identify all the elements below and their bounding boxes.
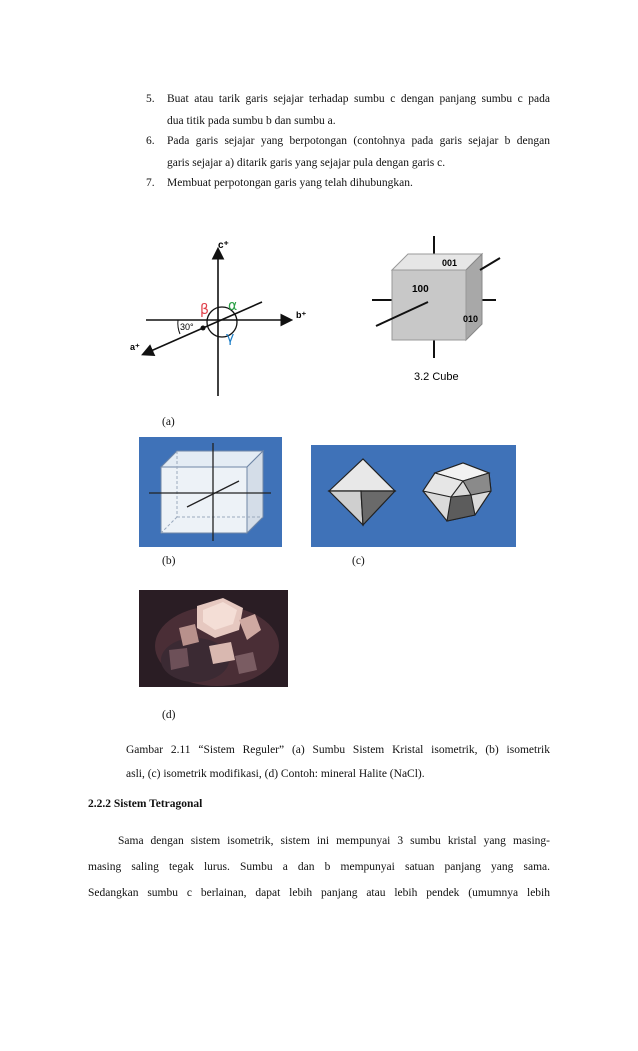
cube-diagram bbox=[368, 234, 508, 386]
alpha-label: α bbox=[228, 298, 238, 314]
b-axis-label: b⁺ bbox=[296, 310, 307, 320]
face-001-label: 001 bbox=[442, 258, 458, 268]
face-100-label: 100 bbox=[412, 284, 429, 295]
figure-caption-line2: asli, (c) isometrik modifikasi, (d) Contoh: mineral Halite (NaCl). bbox=[126, 768, 425, 780]
origin-point bbox=[201, 326, 206, 331]
cube-side-face bbox=[466, 254, 482, 340]
paragraph-line3: Sedangkan sumbu c berlainan, dapat lebih panjang atau lebih pendek (umumnya lebih bbox=[88, 887, 550, 899]
figure-caption bbox=[126, 738, 550, 786]
step-text-line1: Pada garis sejajar yang berpotongan (contohnya pada garis sejajar b dengan bbox=[167, 135, 550, 147]
beta-label: β bbox=[200, 302, 209, 318]
crystal-axes-diagram bbox=[120, 236, 320, 400]
panel-label-c: (c) bbox=[352, 555, 365, 567]
c-axis-label: c⁺ bbox=[218, 240, 229, 251]
face-010-label: 010 bbox=[463, 314, 479, 324]
a-axis-label: a⁺ bbox=[130, 342, 140, 352]
body-paragraph bbox=[88, 828, 550, 906]
step-number: 7. bbox=[146, 177, 155, 189]
isometric-cube-photo bbox=[139, 437, 282, 547]
panel-label-a: (a) bbox=[162, 416, 175, 428]
gamma-label: γ bbox=[226, 330, 235, 346]
paragraph-line1: Sama dengan sistem isometrik, sistem ini mempunyai 3 sumbu kristal yang masing- bbox=[118, 835, 550, 847]
halite-mineral-photo bbox=[139, 590, 288, 687]
angle-label: 30° bbox=[180, 322, 194, 332]
step-text-line2: dua titik pada sumbu b dan sumbu a. bbox=[167, 115, 336, 127]
paragraph-line2: masing saling tegak lurus. Sumbu a dan b mempunyai satuan panjang yang sama. bbox=[88, 861, 550, 873]
step-text-line1: Buat atau tarik garis sejajar terhadap sumbu c dengan panjang sumbu c pada bbox=[167, 93, 550, 105]
panel-label-b: (b) bbox=[162, 555, 176, 567]
step-text-line1: Membuat perpotongan garis yang telah dihubungkan. bbox=[167, 177, 413, 189]
panel-label-d: (d) bbox=[162, 709, 176, 721]
cube-front-face bbox=[392, 270, 466, 340]
step-number: 6. bbox=[146, 135, 155, 147]
step-number: 5. bbox=[146, 93, 155, 105]
step-text-line2: garis sejajar a) ditarik garis yang sejajar pula dengan garis c. bbox=[167, 157, 446, 169]
section-heading: 2.2.2 Sistem Tetragonal bbox=[88, 798, 203, 810]
figure-caption-line1: Gambar 2.11 “Sistem Reguler” (a) Sumbu Sistem Kristal isometrik, (b) isometrik bbox=[126, 744, 550, 756]
isometric-modified-photo bbox=[311, 445, 516, 547]
cube-caption: 3.2 Cube bbox=[414, 371, 459, 383]
